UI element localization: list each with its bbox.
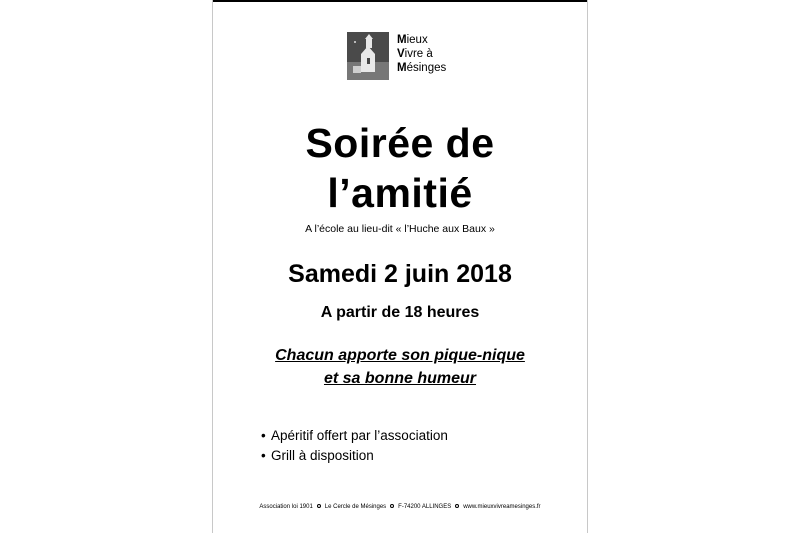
logo-line-2: Vivre à [397, 48, 433, 60]
event-time: A partir de 18 heures [320, 304, 480, 321]
event-date: Samedi 2 juin 2018 [288, 260, 512, 288]
title-line-1: Soirée de [305, 120, 495, 166]
circle-separator-icon [317, 504, 321, 508]
title-line-2: l’amitié [327, 170, 473, 216]
footer-circle: Le Cercle de Mésinges [324, 504, 387, 510]
document-page [212, 0, 588, 533]
bullet-icon: • [261, 448, 266, 463]
circle-separator-icon [455, 504, 459, 508]
footer-website: www.mieuxvivreamesinges.fr [463, 504, 541, 510]
circle-separator-icon [390, 504, 394, 508]
location-text: A l’école au lieu-dit « l’Huche aux Baux » [305, 223, 495, 235]
footer-address: F-74200 ALLINGES [398, 504, 452, 510]
bring-note [213, 344, 587, 390]
top-border [213, 0, 587, 2]
footer-association: Association loi 1901 [259, 504, 313, 510]
footer [213, 504, 587, 510]
church-logo-icon [347, 32, 389, 80]
logo-line-3: Mésinges [397, 62, 447, 74]
logo-line-1: Mieux [397, 34, 428, 46]
bullet-icon: • [261, 428, 266, 443]
page-title [213, 118, 587, 218]
list-item: • Apéritif offert par l’association [261, 426, 448, 446]
bring-line-2: et sa bonne humeur [323, 370, 477, 387]
bullet-list [261, 426, 448, 466]
logo-text [397, 33, 446, 75]
list-item: • Grill à disposition [261, 446, 448, 466]
bring-line-1: Chacun apporte son pique-nique [275, 347, 525, 364]
